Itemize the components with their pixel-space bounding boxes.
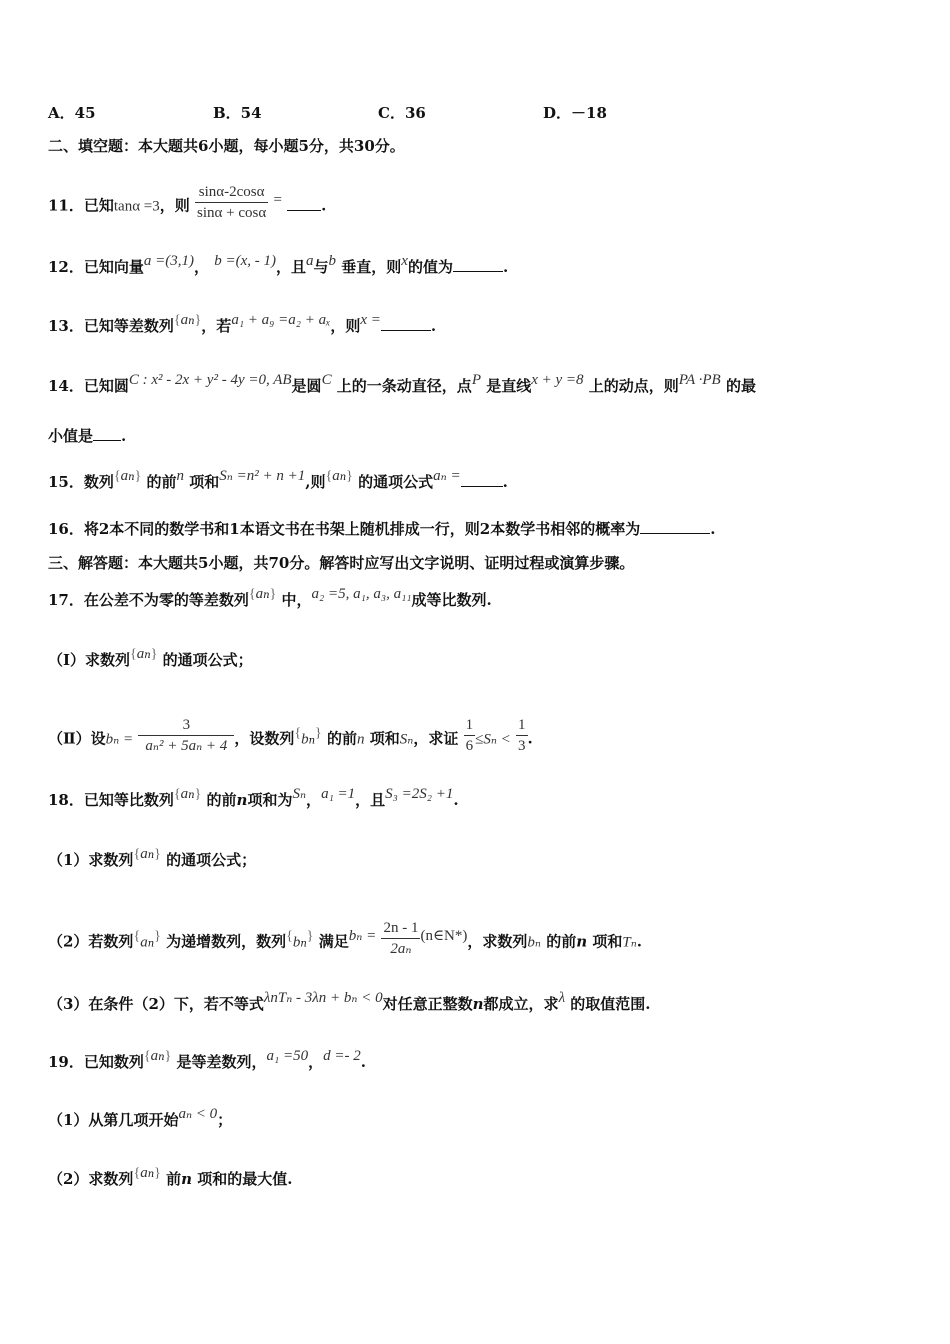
q18-bn-fraction: $\frac{2n - 1}{\text{2aₙ}}$ xyxy=(383,920,419,957)
question-11: 11．已知tanα =3，则 $\frac{\sin\alpha-2\cos\alpha}{\sin\alpha + \cos\alpha}$ = . xyxy=(48,184,327,221)
section-3-heading: 三、解答题：本大题共5小题，共70分。解答时应写出文字说明、证明过程或演算步骤。 xyxy=(48,554,635,572)
answer-blank-13[interactable] xyxy=(381,316,431,331)
question-14-continued: 小值是 . xyxy=(48,427,127,445)
question-19-part-2: （2）求数列$\{a^n\}$ 前n 项和的最大值. xyxy=(48,1165,293,1188)
question-19: 19．已知数列$\{a^n\}$ 是等差数列，a₁ =50，d =- 2. xyxy=(48,1048,366,1071)
answer-blank-11[interactable] xyxy=(287,196,321,211)
question-17: 17．在公差不为零的等差数列$\{a^n\}$ 中，a₂ =5, a₁, a₃, a₁₁成等比数列. xyxy=(48,586,492,609)
answer-blank-15[interactable] xyxy=(461,472,503,487)
q11-fraction: $\frac{\sin\alpha-2\cos\alpha}{\sin\alpha + \cos\alpha}$ xyxy=(197,184,267,221)
answer-blank-16[interactable] xyxy=(640,519,710,534)
question-14: 14．已知圆C : x² - 2x + y² - 4y =0, AB是圆C 上的一条动直径，点P 是直线x + y =8 上的动点，则PA ·PB 的最 xyxy=(48,372,756,395)
question-19-part-1: （1）从第几项开始aₙ < 0； xyxy=(48,1106,233,1129)
question-17-part-2: （Ⅱ）设bₙ = $\frac{3}{\text{aₙ² + 5aₙ + 4}}$ ，设数列{bn} 的前n 项和Sₙ，求证 $\frac{1}{6}$ ≤Sₙ < $\frac{1}{3}$ . xyxy=(48,717,533,754)
question-12: 12．已知向量a =(3,1)， b =(x, - 1)，且a与b 垂直，则x的值为 . xyxy=(48,253,509,276)
question-17-part-1: （Ⅰ）求数列$\{a^n\}$ 的通项公式； xyxy=(48,646,253,669)
question-18: 18．已知等比数列$\{a^n\}$ 的前n项和为Sₙ，a₁ =1，且S₃ =2S₂ +1. xyxy=(48,786,459,809)
option-a: A．45 xyxy=(48,104,96,122)
question-15: 15．数列$\{a^n\}$ 的前n 项和Sₙ =n² + n +1,则$\{a^n\}$ 的通项公式aₙ = . xyxy=(48,468,508,491)
option-c: C．36 xyxy=(378,104,426,122)
q17-bn-fraction: $\frac{3}{\text{aₙ² + 5aₙ + 4}}$ xyxy=(138,715,234,756)
question-13: 13．已知等差数列$\{a^n\}$，若a₁ + a₉ =a₂ + aₓ，则x = . xyxy=(48,312,437,335)
question-18-part-2: （2）若数列{an} 为递增数列，数列{bn} 满足bₙ = $\frac{2n - 1}{\text{2aₙ}}$ (n∈N*)，求数列bₙ 的前n 项和Tₙ. xyxy=(48,920,643,957)
question-16: 16．将2本不同的数学书和1本语文书在书架上随机排成一行，则2本数学书相邻的概率为 . xyxy=(48,520,716,538)
question-18-part-1: （1）求数列$\{a^n\}$ 的通项公式； xyxy=(48,846,257,869)
question-18-part-3: （3）在条件（2）下，若不等式λnTₙ - 3λn + bₙ < 0对任意正整数n都成立，求λ 的取值范围. xyxy=(48,990,651,1013)
option-d: D．－18 xyxy=(543,104,607,122)
section-2-heading: 二、填空题：本大题共6小题，每小题5分，共30分。 xyxy=(48,137,405,155)
option-b: B．54 xyxy=(213,104,262,122)
answer-blank-14[interactable] xyxy=(93,426,121,441)
answer-blank-12[interactable] xyxy=(453,257,503,272)
